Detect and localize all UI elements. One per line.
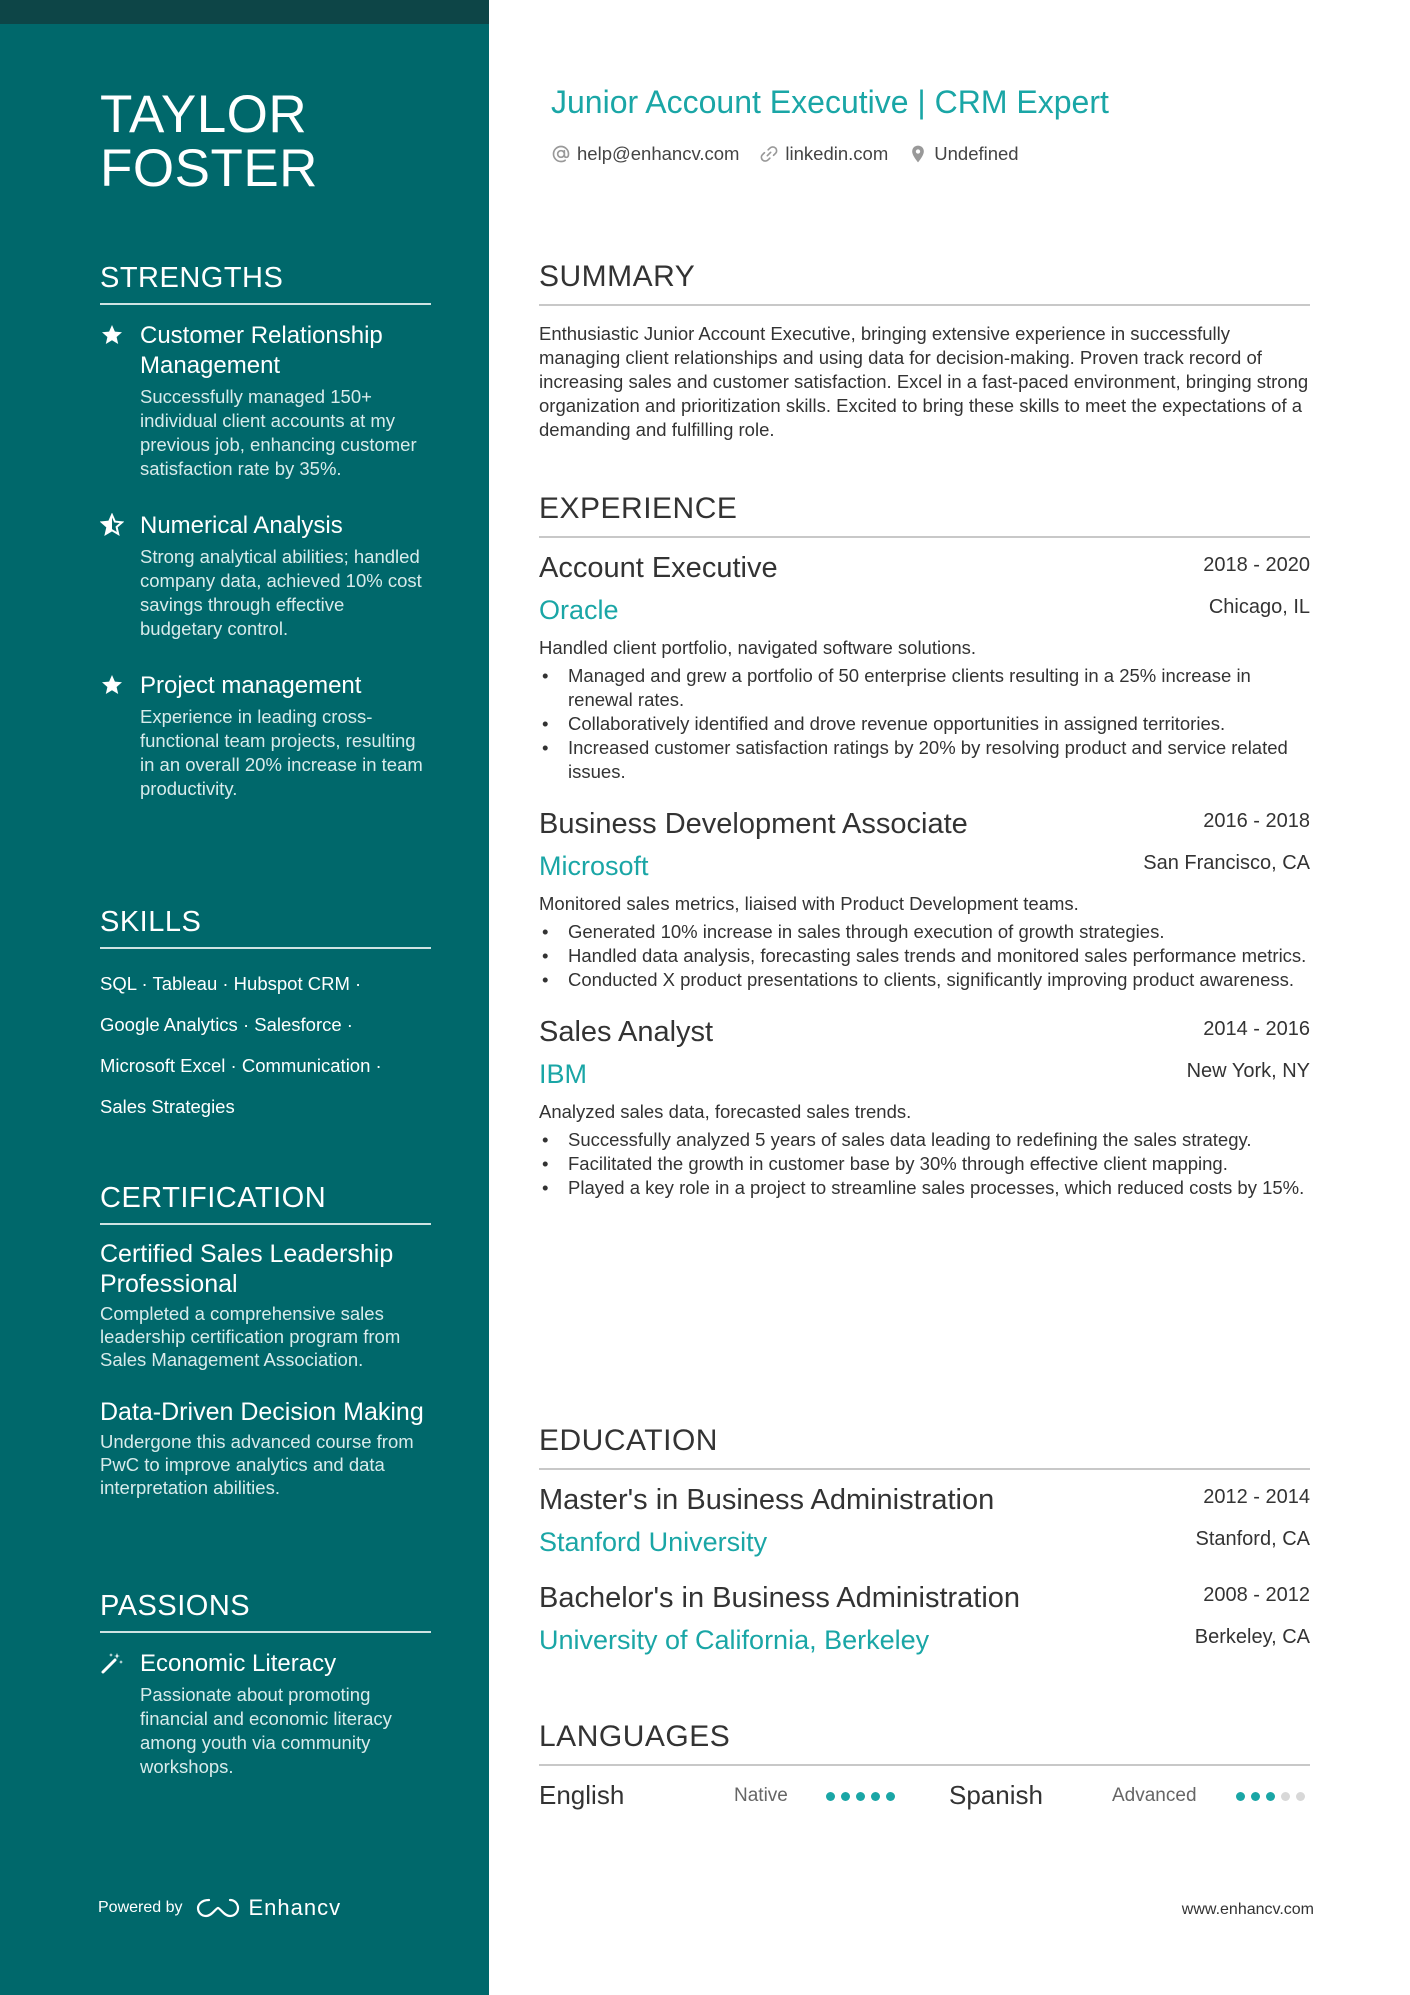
language-level: Advanced bbox=[1112, 1785, 1197, 1806]
passion-desc: Passionate about promoting financial and economic literacy among youth via community workshops. bbox=[140, 1684, 392, 1777]
certification-name: Data-Driven Decision Making bbox=[100, 1398, 424, 1426]
job-bullets bbox=[539, 664, 1310, 784]
certification-item bbox=[100, 1239, 431, 1371]
languages-title: LANGUAGES bbox=[539, 1720, 1310, 1766]
skills-line: Microsoft Excel · Communication · bbox=[100, 1055, 382, 1076]
contact-linkedin[interactable] bbox=[759, 143, 888, 165]
website-link[interactable]: www.enhancv.com bbox=[1181, 1901, 1314, 1918]
education-school: University of California, Berkeley bbox=[539, 1625, 930, 1655]
enhancv-brand-name: Enhancv bbox=[248, 1895, 342, 1920]
job-bullet: • Successfully analyzed 5 years of sales data leading to redefining the sales strategy. bbox=[539, 1128, 1310, 1152]
education-school: Stanford University bbox=[539, 1527, 768, 1557]
email-text: help@enhancv.com bbox=[577, 143, 740, 164]
job-dates: 2014 - 2016 bbox=[1203, 1018, 1310, 1040]
enhancv-logo[interactable] bbox=[195, 1895, 342, 1921]
strength-item bbox=[100, 511, 431, 641]
passions-section bbox=[100, 1590, 431, 1779]
summary-title: SUMMARY bbox=[539, 260, 1310, 306]
passion-item bbox=[100, 1649, 431, 1779]
strength-desc: Experience in leading cross-functional team projects, resulting in an overall 20% increase in team productivity. bbox=[140, 706, 423, 799]
job-location: San Francisco, CA bbox=[1143, 852, 1310, 874]
star-icon bbox=[100, 673, 124, 697]
summary-text: Enthusiastic Junior Account Executive, bringing extensive experience in successfully managing client relationships and using data for decision-making. Proven track record of increasing sales and customer satisfaction. Excel in a fast-paced environment, bringing strong organization and prioritization skills. Excited to bring these skills to meet the expectations of a demanding and fulfilling role. bbox=[539, 323, 1309, 440]
passion-title: Economic Literacy bbox=[140, 1650, 337, 1677]
job-role: Sales Analyst bbox=[539, 1016, 714, 1048]
location-pin-icon bbox=[908, 144, 928, 164]
enhancv-logo-icon bbox=[195, 1896, 241, 1920]
education-section bbox=[539, 1424, 1310, 1658]
headline: Junior Account Executive | CRM Expert bbox=[551, 84, 1109, 120]
certification-section bbox=[100, 1182, 431, 1499]
rating-dot-filled bbox=[1266, 1792, 1275, 1801]
job-company: IBM bbox=[539, 1059, 588, 1089]
job-company: Oracle bbox=[539, 595, 619, 625]
rating-dot-filled bbox=[1251, 1792, 1260, 1801]
job-bullet: • Collaboratively identified and drove revenue opportunities in assigned territories. bbox=[539, 712, 1310, 736]
language-name: Spanish bbox=[949, 1780, 1043, 1810]
rating-dot-empty bbox=[1296, 1792, 1305, 1801]
job-location: New York, NY bbox=[1186, 1060, 1310, 1082]
education-entry bbox=[539, 1580, 1310, 1658]
strength-title: Numerical Analysis bbox=[140, 512, 343, 539]
certification-name: Certified Sales Leadership Professional bbox=[100, 1240, 394, 1298]
rating-dot-filled bbox=[856, 1792, 865, 1801]
link-icon bbox=[759, 144, 779, 164]
skills-line: Google Analytics · Salesforce · bbox=[100, 1014, 353, 1035]
education-degree: Master's in Business Administration bbox=[539, 1484, 995, 1516]
certification-title: CERTIFICATION bbox=[100, 1182, 431, 1225]
experience-title: EXPERIENCE bbox=[539, 492, 1310, 538]
rating-dot-filled bbox=[826, 1792, 835, 1801]
job-description: Monitored sales metrics, liaised with Product Development teams. bbox=[539, 893, 1079, 914]
education-dates: 2012 - 2014 bbox=[1203, 1486, 1310, 1508]
linkedin-text: linkedin.com bbox=[785, 143, 889, 164]
job-bullet: • Increased customer satisfaction ratings by 20% by resolving product and service related issues. bbox=[539, 736, 1310, 784]
certification-desc: Completed a comprehensive sales leadership certification program from Sales Management Association. bbox=[100, 1303, 401, 1370]
skills-list bbox=[100, 963, 431, 1127]
job-location: Chicago, IL bbox=[1208, 596, 1310, 618]
education-location: Berkeley, CA bbox=[1194, 1626, 1310, 1648]
location-text: Undefined bbox=[934, 143, 1019, 164]
job-entry bbox=[539, 1014, 1310, 1200]
languages-section bbox=[539, 1720, 1310, 1766]
education-entry bbox=[539, 1482, 1310, 1560]
job-role: Business Development Associate bbox=[539, 808, 968, 840]
star-icon bbox=[100, 323, 124, 347]
skills-line: SQL · Tableau · Hubspot CRM · bbox=[100, 973, 362, 994]
rating-dot-filled bbox=[1236, 1792, 1245, 1801]
rating-dot-filled bbox=[841, 1792, 850, 1801]
rating-dot-empty bbox=[1281, 1792, 1290, 1801]
strength-desc: Strong analytical abilities; handled company data, achieved 10% cost savings through effective budgetary control. bbox=[140, 546, 422, 639]
experience-section bbox=[539, 492, 1310, 1200]
job-entry bbox=[539, 806, 1310, 992]
job-dates: 2016 - 2018 bbox=[1203, 810, 1310, 832]
job-bullet: • Played a key role in a project to streamline sales processes, which reduced costs by 15%. bbox=[539, 1176, 1310, 1200]
rating-dot-filled bbox=[871, 1792, 880, 1801]
summary-section bbox=[539, 260, 1310, 442]
job-description: Analyzed sales data, forecasted sales trends. bbox=[539, 1101, 912, 1122]
half-star-icon bbox=[100, 513, 124, 537]
job-bullet: • Generated 10% increase in sales through execution of growth strategies. bbox=[539, 920, 1310, 944]
skills-section bbox=[100, 906, 431, 1127]
education-title: EDUCATION bbox=[539, 1424, 1310, 1470]
strength-title: Customer Relationship Management bbox=[140, 322, 383, 379]
job-bullet: • Facilitated the growth in customer base by 30% through effective client mapping. bbox=[539, 1152, 1310, 1176]
job-bullets bbox=[539, 920, 1310, 992]
job-description: Handled client portfolio, navigated software solutions. bbox=[539, 637, 977, 658]
job-bullet: • Managed and grew a portfolio of 50 enterprise clients resulting in a 25% increase in renewal rates. bbox=[539, 664, 1310, 712]
passions-title: PASSIONS bbox=[100, 1590, 431, 1633]
language-level: Native bbox=[734, 1785, 788, 1806]
job-company: Microsoft bbox=[539, 851, 649, 881]
strengths-title: STRENGTHS bbox=[100, 262, 431, 305]
education-location: Stanford, CA bbox=[1195, 1528, 1310, 1550]
language-rating bbox=[826, 1792, 895, 1801]
rating-dot-filled bbox=[886, 1792, 895, 1801]
sidebar-top-bar bbox=[0, 0, 489, 24]
job-role: Account Executive bbox=[539, 552, 778, 584]
language-rating bbox=[1236, 1792, 1305, 1801]
magic-wand-icon bbox=[100, 1651, 124, 1675]
languages-row bbox=[539, 1780, 1310, 1816]
first-name: TAYLOR bbox=[100, 85, 308, 144]
sidebar bbox=[0, 0, 489, 1995]
certification-desc: Undergone this advanced course from PwC to improve analytics and data interpretation abilities. bbox=[100, 1431, 414, 1498]
powered-by bbox=[98, 1895, 341, 1921]
last-name: FOSTER bbox=[100, 139, 318, 198]
strengths-section bbox=[100, 262, 431, 801]
education-dates: 2008 - 2012 bbox=[1203, 1584, 1310, 1606]
language-name: English bbox=[539, 1780, 625, 1810]
education-degree: Bachelor's in Business Administration bbox=[539, 1582, 1021, 1614]
job-bullet: • Conducted X product presentations to clients, significantly improving product awareness. bbox=[539, 968, 1310, 992]
certification-item bbox=[100, 1397, 431, 1499]
job-bullet: • Handled data analysis, forecasting sales trends and monitored sales performance metrics. bbox=[539, 944, 1310, 968]
skills-line: Sales Strategies bbox=[100, 1096, 235, 1117]
at-sign-icon bbox=[551, 144, 571, 164]
powered-by-label: Powered by bbox=[98, 1899, 183, 1916]
strength-item bbox=[100, 671, 431, 801]
skills-title: SKILLS bbox=[100, 906, 431, 949]
job-bullets bbox=[539, 1128, 1310, 1200]
strength-title: Project management bbox=[140, 672, 362, 699]
contact-location bbox=[908, 143, 1018, 165]
strength-item bbox=[100, 321, 431, 481]
contact-info bbox=[551, 143, 1019, 165]
person-name bbox=[100, 85, 318, 198]
contact-email[interactable] bbox=[551, 143, 739, 165]
job-dates: 2018 - 2020 bbox=[1203, 554, 1310, 576]
job-entry bbox=[539, 550, 1310, 784]
strength-desc: Successfully managed 150+ individual client accounts at my previous job, enhancing customer satisfaction rate by 35%. bbox=[140, 386, 417, 479]
